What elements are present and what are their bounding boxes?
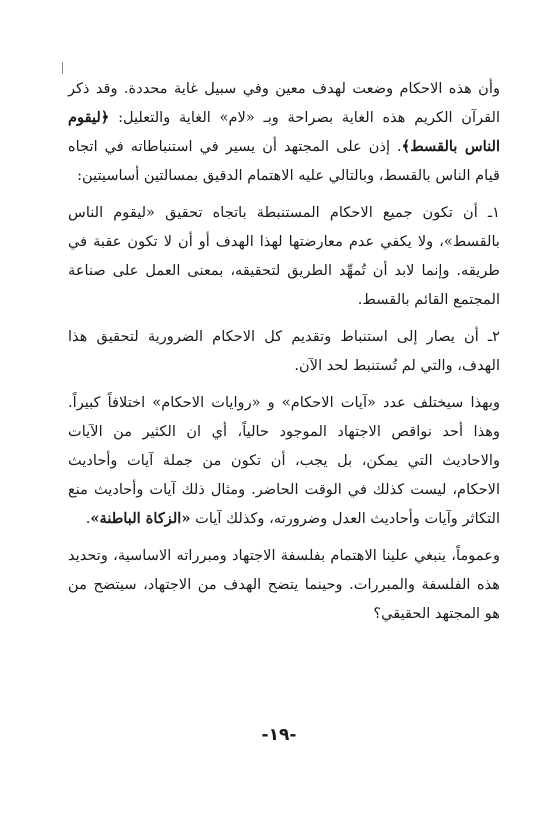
paragraph-1-text-a: وأن هذه الاحكام وضعت لهدف معين وفي سبيل غاية محددة. وقد ذكر القرآن الكريم هذه الغاية بصراحة وبـ «لام» الغاية والتعليل: xyxy=(68,80,500,126)
zakat-quote: «الزكاة الباطنة» xyxy=(90,510,191,527)
paragraph-1-text-b: . إذن على المجتهد أن يسير في استنباطاته في اتجاه قيام الناس بالقسط، وبالتالي عليه الاهتمام الدقيق بمسالتين أساسيتين: xyxy=(68,138,500,184)
paragraph-4-text-a: وبهذا سيختلف عدد «آيات الاحكام» و «روايات الاحكام» اختلافاً كبيراً. وهذا أحد نواقص الاجتهاد الموجود حالياً، أي ان الكثير من الآيات والاحاديث التي يمكن، بل يجب، أن تكون من جملة آيات وأحاديث الاحكام، ليست كذلك في الوقت الحاضر. ومثال ذلك آيات وأحاديث منع التكاثر وآيات وأحاديث العدل وضرورته، وكذلك آيات xyxy=(68,394,500,527)
page-number: -١٩- xyxy=(261,725,297,745)
paragraph-1 xyxy=(68,74,500,190)
paragraph-4 xyxy=(68,388,500,533)
paragraph-2: ١ـ أن تكون جميع الاحكام المستنبطة باتجاه تحقيق «ليقوم الناس بالقسط»، ولا يكفي عدم معارضتها لهذا الهدف أو أن لا تكون عقبة في طريقه. وإنما لابد أن تُمهِّد الطريق لتحقيقه، بمعنى العمل على صناعة المجتمع القائم بالقسط. xyxy=(68,204,500,308)
body-text xyxy=(68,74,500,636)
paragraph-4-text-b: . xyxy=(85,510,91,527)
paragraph-5: وعموماً، ينبغي علينا الاهتمام بفلسفة الاجتهاد ومبرراته الاساسية، وتحديد هذه الفلسفة والمبررات. وحينما يتضح الهدف من الاجتهاد، سيتضح من هو المجتهد الحقيقي؟ xyxy=(68,547,500,622)
paragraph-3: ٢ـ أن يصار إلى استنباط وتقديم كل الاحكام الضرورية لتحقيق هذا الهدف، والتي لم تُستنبط لحد الآن. xyxy=(68,328,500,374)
margin-mark xyxy=(62,62,63,74)
quran-quote: ﴿ليقوم الناس بالقسط﴾ xyxy=(68,109,500,155)
